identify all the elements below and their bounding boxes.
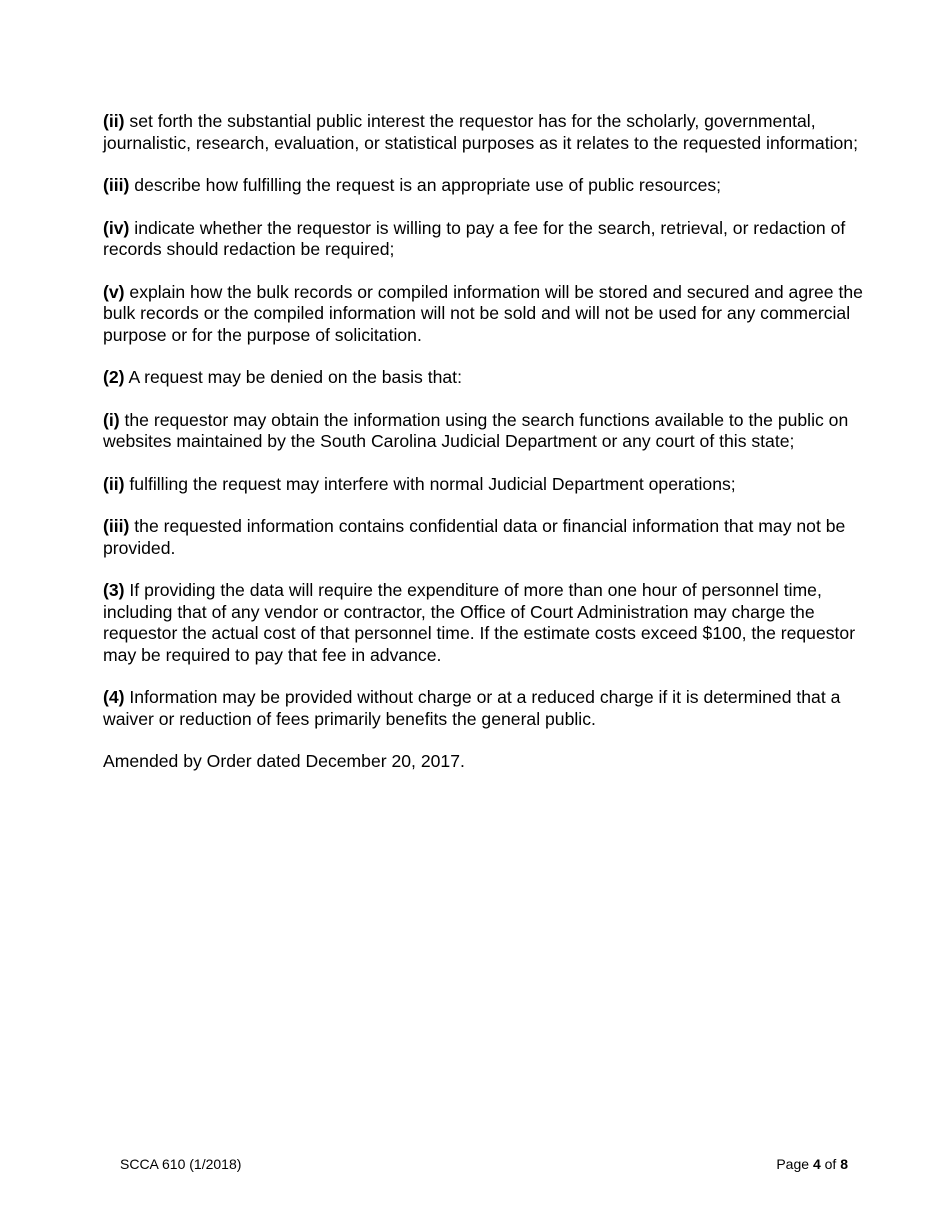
paragraph-ii-operations bbox=[103, 474, 863, 496]
paragraph-label: (iii) bbox=[103, 175, 130, 195]
paragraph-text: fulfilling the request may interfere with normal Judicial Department operations; bbox=[129, 473, 736, 494]
paragraph-iii-confidential bbox=[103, 516, 863, 559]
paragraph-2-denial bbox=[103, 367, 863, 389]
paragraph-i-search-functions bbox=[103, 410, 863, 453]
paragraph-label: (ii) bbox=[103, 473, 125, 494]
paragraph-label: (3) bbox=[103, 580, 125, 600]
paragraph-text: describe how fulfilling the request is an appropriate use of public resources; bbox=[134, 175, 722, 195]
current-page: 4 bbox=[812, 1156, 821, 1172]
page-word: Page bbox=[776, 1156, 810, 1172]
paragraph-text: Information may be provided without charge or at a reduced charge if it is determined that a waiver or reduction of fees primarily benefits the general public. bbox=[103, 687, 841, 729]
paragraph-iii-public-resources bbox=[103, 175, 863, 197]
footer-form-id: SCCA 610 (1/2018) bbox=[120, 1156, 242, 1172]
paragraph-label: (ii) bbox=[103, 111, 125, 131]
amendment-note: Amended by Order dated December 20, 2017. bbox=[103, 751, 465, 771]
paragraph-text: If providing the data will require the expenditure of more than one hour of personnel time, including that of any vendor or contractor, the Office of Court Administration may charge the requestor the actual cost of that personnel time. If the estimate costs exceed $100, the requestor may be required to pay that fee in advance. bbox=[103, 580, 856, 665]
paragraph-label: (iii) bbox=[103, 516, 130, 536]
footer-page-number bbox=[776, 1155, 848, 1173]
paragraph-4-waiver bbox=[103, 687, 863, 730]
paragraph-ii-public-interest bbox=[103, 111, 863, 154]
paragraph-label: (v) bbox=[103, 281, 125, 302]
paragraph-text: the requested information contains confidential data or financial information that may not be provided. bbox=[103, 516, 846, 558]
paragraph-3-personnel-cost bbox=[103, 580, 863, 666]
paragraph-label: (2) bbox=[103, 367, 125, 387]
paragraph-text: set forth the substantial public interest the requestor has for the scholarly, governmental, journalistic, research, evaluation, or statistical purposes as it relates to the requested information; bbox=[103, 111, 858, 153]
paragraph-text: the requestor may obtain the information using the search functions available to the public on websites maintained by the South Carolina Judicial Department or any court of this state; bbox=[103, 409, 849, 451]
paragraph-text: explain how the bulk records or compiled information will be stored and secured and agree the bulk records or the compiled information will not be sold and will not be used for any commercial purpose or for the purpose of solicitation. bbox=[103, 281, 863, 345]
document-body bbox=[103, 111, 863, 773]
paragraph-label: (iv) bbox=[103, 217, 130, 238]
paragraph-text: indicate whether the requestor is willing to pay a fee for the search, retrieval, or redaction of records should redaction be required; bbox=[103, 217, 846, 259]
total-pages: 8 bbox=[840, 1156, 848, 1172]
paragraph-label: (4) bbox=[103, 687, 125, 707]
paragraph-label: (i) bbox=[103, 409, 120, 430]
of-word: of bbox=[824, 1156, 837, 1172]
paragraph-text: A request may be denied on the basis that: bbox=[128, 367, 462, 387]
paragraph-v-storage bbox=[103, 282, 863, 347]
paragraph-iv-fee bbox=[103, 218, 863, 261]
